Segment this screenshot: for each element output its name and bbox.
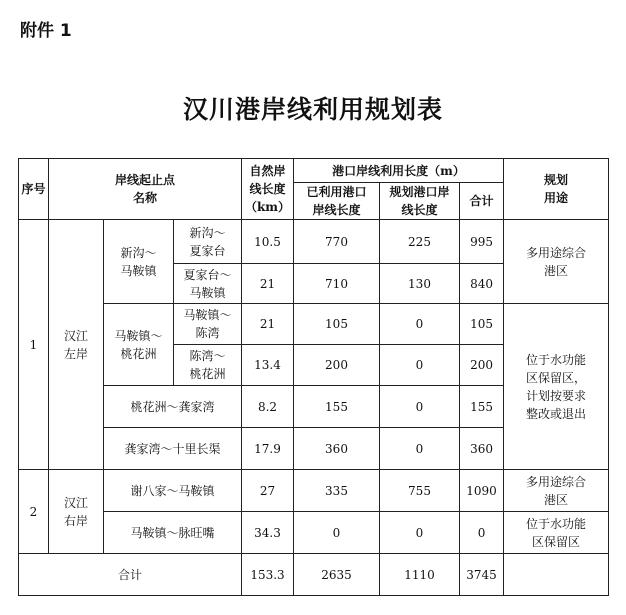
row-planned: 0 (380, 386, 460, 428)
row-used: 0 (294, 512, 380, 554)
summary-planned: 1110 (380, 554, 460, 596)
row-total: 0 (460, 512, 504, 554)
row-name: 龚家湾～十里长渠 (104, 428, 242, 470)
summary-label: 合计 (19, 554, 242, 596)
row-planned: 0 (380, 345, 460, 386)
row-natural: 17.9 (242, 428, 294, 470)
row-used: 105 (294, 304, 380, 345)
section-name: 马鞍镇～ 桃花洲 (104, 304, 174, 386)
summary-natural: 153.3 (242, 554, 294, 596)
header-port-length: 港口岸线利用长度（m） (294, 159, 504, 183)
row-total: 360 (460, 428, 504, 470)
group-bank: 汉江 左岸 (49, 220, 104, 470)
row-use: 多用途综合 港区 (504, 220, 609, 304)
row-total: 200 (460, 345, 504, 386)
row-name: 马鞍镇～ 陈湾 (174, 304, 242, 345)
row-total: 995 (460, 220, 504, 264)
row-total: 1090 (460, 470, 504, 512)
attachment-label: 附件 1 (20, 21, 72, 41)
row-name: 陈湾～ 桃花洲 (174, 345, 242, 386)
row-natural: 13.4 (242, 345, 294, 386)
row-name: 新沟～ 夏家台 (174, 220, 242, 264)
row-planned: 225 (380, 220, 460, 264)
row-total: 840 (460, 264, 504, 304)
header-planned: 规划港口岸 线长度 (380, 183, 460, 220)
header-seq: 序号 (19, 159, 49, 220)
row-used: 200 (294, 345, 380, 386)
header-natural-length: 自然岸 线长度 （km） (242, 159, 294, 220)
row-natural: 34.3 (242, 512, 294, 554)
row-name: 夏家台～ 马鞍镇 (174, 264, 242, 304)
header-name: 岸线起止点 名称 (49, 159, 242, 220)
row-total: 105 (460, 304, 504, 345)
row-natural: 8.2 (242, 386, 294, 428)
row-used: 335 (294, 470, 380, 512)
header-use: 规划 用途 (504, 159, 609, 220)
row-use: 位于水功能 区保留区， 计划按要求 整改或退出 (504, 304, 609, 470)
summary-total: 3745 (460, 554, 504, 596)
row-planned: 0 (380, 304, 460, 345)
row-planned: 0 (380, 428, 460, 470)
summary-use (504, 554, 609, 596)
row-planned: 755 (380, 470, 460, 512)
row-planned: 130 (380, 264, 460, 304)
row-natural: 10.5 (242, 220, 294, 264)
row-name: 谢八家～马鞍镇 (104, 470, 242, 512)
table-row (19, 470, 609, 512)
row-use: 多用途综合 港区 (504, 470, 609, 512)
group-seq: 2 (19, 470, 49, 554)
row-used: 770 (294, 220, 380, 264)
table-row (19, 304, 609, 345)
header-used: 已利用港口 岸线长度 (294, 183, 380, 220)
row-natural: 21 (242, 264, 294, 304)
row-natural: 27 (242, 470, 294, 512)
row-natural: 21 (242, 304, 294, 345)
row-name: 马鞍镇～脉旺嘴 (104, 512, 242, 554)
row-planned: 0 (380, 512, 460, 554)
group-bank: 汉江 右岸 (49, 470, 104, 554)
row-used: 710 (294, 264, 380, 304)
header-row-1 (19, 159, 609, 183)
header-total: 合计 (460, 183, 504, 220)
summary-used: 2635 (294, 554, 380, 596)
row-used: 155 (294, 386, 380, 428)
summary-row (19, 554, 609, 596)
group-seq: 1 (19, 220, 49, 470)
row-name: 桃花洲～龚家湾 (104, 386, 242, 428)
page-title: 汉川港岸线利用规划表 (182, 95, 443, 124)
row-used: 360 (294, 428, 380, 470)
section-name: 新沟～ 马鞍镇 (104, 220, 174, 304)
shoreline-plan-table (18, 158, 609, 596)
row-use: 位于水功能 区保留区 (504, 512, 609, 554)
table-row (19, 220, 609, 264)
table-row (19, 512, 609, 554)
row-total: 155 (460, 386, 504, 428)
